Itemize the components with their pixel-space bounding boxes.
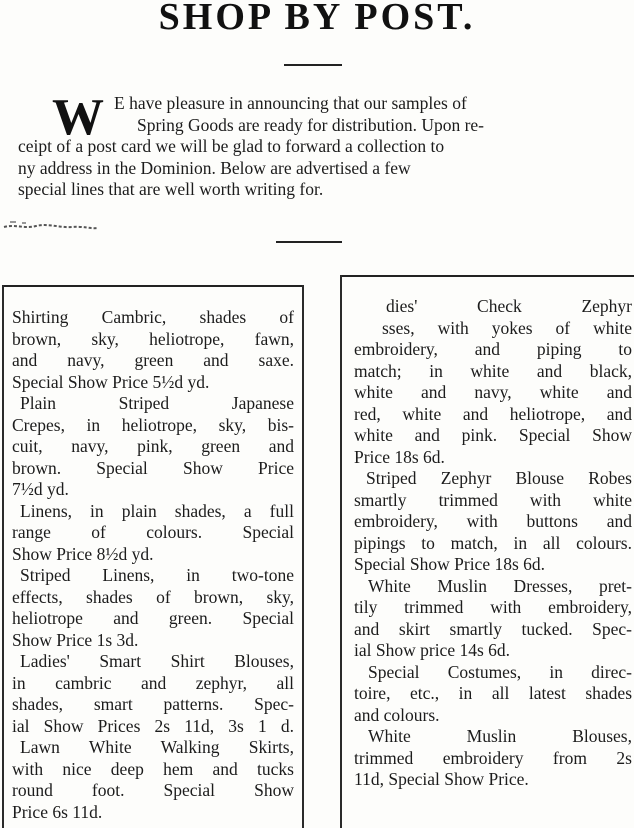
left-line: brown, sky, heliotrope, fawn, xyxy=(12,328,294,349)
right-line: red, white and heliotrope, and xyxy=(354,403,632,424)
left-line: Crepes, in heliotrope, sky, bis- xyxy=(12,414,294,435)
section-rule xyxy=(276,241,342,243)
left-line: Shirting Cambric, shades of xyxy=(12,307,294,327)
left-line: Ladies' Smart Shirt Blouses, xyxy=(20,651,294,671)
right-line: Price 18s 6d. xyxy=(354,446,445,467)
left-line: round foot. Special Show xyxy=(12,780,294,800)
right-line: embroidery, and piping to xyxy=(354,339,632,359)
left-column-top-rule xyxy=(2,285,302,287)
left-line: shades, smart patterns. Spec- xyxy=(12,694,294,714)
title-rule xyxy=(284,64,342,66)
intro-line: special lines that are well worth writing for. xyxy=(18,179,324,199)
ink-smudge xyxy=(2,218,100,232)
right-line: tily trimmed with embroidery, xyxy=(354,597,632,617)
right-line: white and pink. Special Show xyxy=(354,425,632,445)
left-line: Show Price 1s 3d. xyxy=(12,629,139,650)
intro-line: E have pleasure in announcing that our samples of xyxy=(114,93,467,113)
right-line: pipings to match, in all colours. xyxy=(354,532,632,553)
intro-paragraph xyxy=(16,89,616,201)
left-line: cuit, navy, pink, green and xyxy=(12,436,294,456)
left-line: Price 6s 11d. xyxy=(12,801,103,822)
right-line: Striped Zephyr Blouse Robes xyxy=(366,468,632,488)
left-line: effects, shades of brown, sky, xyxy=(12,586,294,607)
intro-line: ny address in the Dominion. Below are advertised a few xyxy=(18,157,411,178)
left-line: Plain Striped Japanese xyxy=(20,393,294,413)
left-line: Lawn White Walking Skirts, xyxy=(20,737,294,757)
left-line: 7½d yd. xyxy=(12,479,69,499)
left-line: brown. Special Show Price xyxy=(12,457,294,478)
right-line: Special Show Price 18s 6d. xyxy=(354,554,546,574)
right-line: White Muslin Dresses, pret- xyxy=(368,575,632,596)
left-line: Striped Linens, in two-tone xyxy=(20,565,294,585)
right-line: toire, etc., in all latest shades xyxy=(354,683,632,703)
right-line: match; in white and black, xyxy=(354,360,632,381)
left-line: Show Price 8½d yd. xyxy=(12,543,154,564)
masthead-title: SHOP BY POST. xyxy=(158,0,476,38)
column-divider-right xyxy=(340,275,342,828)
left-column-text xyxy=(12,307,294,823)
right-line: Special Costumes, in direc- xyxy=(368,661,632,682)
right-line: and colours. xyxy=(354,704,440,725)
left-line: and navy, green and saxe. xyxy=(12,350,294,370)
right-line: white and navy, white and xyxy=(354,382,632,402)
left-line: range of colours. Special xyxy=(12,522,294,542)
right-column-text xyxy=(354,296,632,791)
right-line: sses, with yokes of white xyxy=(382,317,632,338)
left-line: ial Show Prices 2s 11d, 3s 1 d. xyxy=(12,715,294,736)
left-line: Linens, in plain shades, a full xyxy=(20,500,294,521)
right-column-top-rule xyxy=(340,275,634,277)
right-line: trimmed embroidery from 2s xyxy=(354,747,632,768)
right-line: embroidery, with buttons and xyxy=(354,511,632,531)
right-line: and skirt smartly tucked. Spec- xyxy=(354,618,632,639)
intro-line: Spring Goods are ready for distribution. Upon re- xyxy=(137,114,485,135)
left-line: with nice deep hem and tucks xyxy=(12,758,294,779)
column-divider-left xyxy=(302,285,304,828)
right-line: dies' Check Zephyr xyxy=(386,296,632,316)
right-line: White Muslin Blouses, xyxy=(368,726,632,746)
left-line: in cambric and zephyr, all xyxy=(12,672,294,693)
intro-line: ceipt of a post card we will be glad to forward a collection to xyxy=(18,136,445,156)
left-line: Special Show Price 5½d yd. xyxy=(12,371,210,392)
drop-cap: W xyxy=(52,89,104,146)
right-line: 11d, Special Show Price. xyxy=(354,769,529,789)
right-line: ial Show price 14s 6d. xyxy=(354,640,511,660)
left-line: heliotrope and green. Special xyxy=(12,608,294,628)
right-line: smartly trimmed with white xyxy=(354,489,632,510)
left-column-border xyxy=(2,285,4,828)
